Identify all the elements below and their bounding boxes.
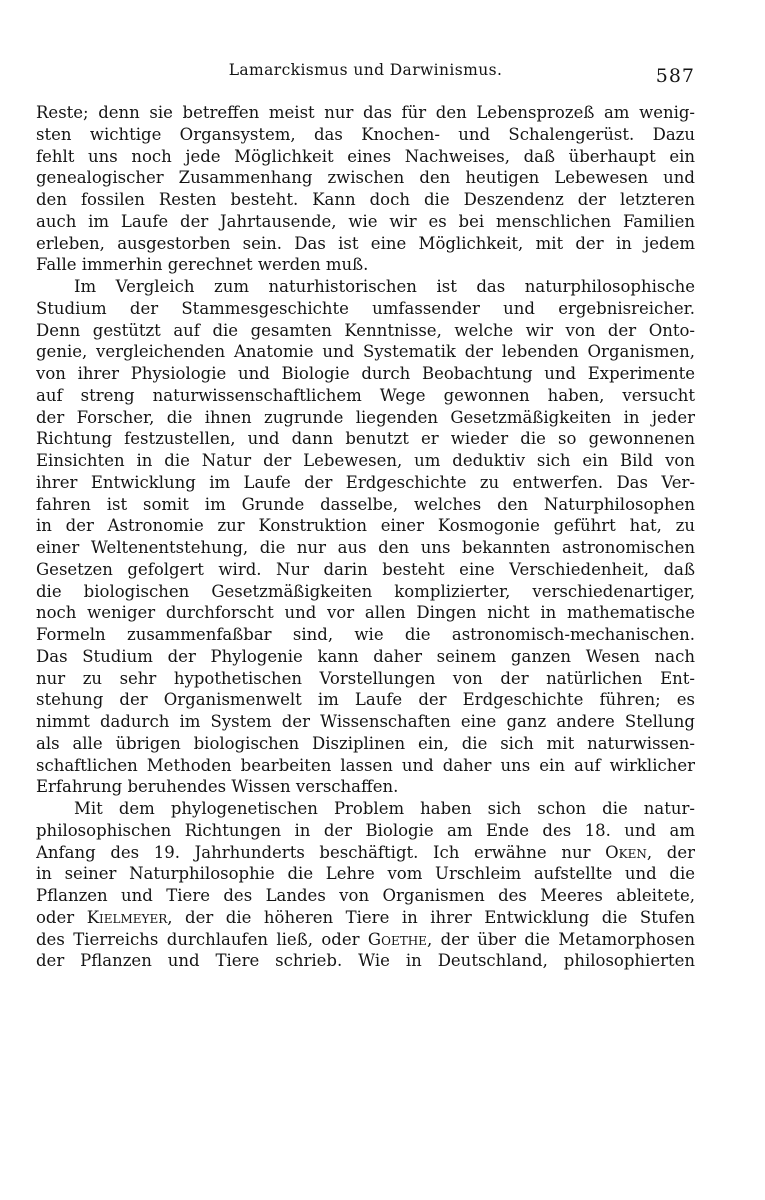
text-line: Studium der Stammesgeschichte umfassender und ergebnisreicher. — [36, 298, 695, 318]
text-line: noch weniger durchforscht und vor allen Dingen nicht in mathematische — [36, 603, 695, 623]
text-line: Im Vergleich zum naturhistorischen ist das naturphilosophische — [74, 277, 695, 296]
running-title: Lamarckismus und Darwinismus. — [228, 61, 503, 79]
text-line: sten wichtige Organsystem, das Knochen- und Schalengerüst. Dazu — [36, 124, 695, 144]
text-line: auf streng naturwissenschaftlichem Wege gewonnen haben, versucht — [36, 385, 695, 405]
person-name-kielmeyer: Kielmeyer — [86, 907, 168, 927]
text-fragment: des Tierreichs durchlaufen ließ, oder — [36, 929, 360, 949]
text-line: Richtung festzustellen, und dann benutzt er wieder die so gewonnenen — [36, 429, 695, 449]
text-line: einer Weltenentstehung, die nur aus den uns bekannten astronomischen — [36, 538, 695, 557]
person-name-goethe: Goethe — [367, 929, 427, 949]
text-line: Das Studium der Phylogenie kann daher seinem ganzen Wesen nach — [36, 646, 695, 666]
text-line: der Forscher, die ihnen zugrunde liegenden Gesetzmäßigkeiten in jeder — [36, 407, 695, 427]
text-line: Formeln zusammenfaßbar sind, wie die astronomisch-mechanischen. — [36, 625, 695, 644]
text-line: den fossilen Resten besteht. Kann doch die Deszendenz der letzteren — [36, 190, 695, 209]
text-line: Mit dem phylogenetischen Problem haben sich schon die natur- — [74, 799, 695, 818]
text-line: nur zu sehr hypothetischen Vorstellungen von der natürlichen Ent- — [36, 668, 695, 688]
text-line — [36, 907, 695, 929]
text-line: fehlt uns noch jede Möglichkeit eines Nachweises, daß überhaupt ein — [36, 146, 695, 166]
text-line: als alle übrigen biologischen Disziplinen ein, die sich mit naturwissen- — [36, 733, 695, 753]
paragraph-1 — [36, 102, 695, 276]
page-number: 587 — [655, 65, 695, 87]
text-line: Erfahrung beruhendes Wissen verschaffen. — [36, 777, 399, 797]
text-line: der Pflanzen und Tiere schrieb. Wie in Deutschland, philosophierten — [36, 951, 695, 971]
text-line: genie, vergleichenden Anatomie und Systematik der lebenden Organismen, — [36, 342, 695, 362]
person-name-oken: Oken — [605, 842, 647, 862]
text-fragment: , der — [646, 842, 695, 862]
text-fragment: , der über die Metamorphosen — [426, 929, 695, 949]
text-line: die biologischen Gesetzmäßigkeiten komplizierter, verschiedenartiger, — [36, 581, 695, 601]
text-line: philosophischen Richtungen in der Biologie am Ende des 18. und am — [36, 820, 695, 840]
text-line: genealogischer Zusammenhang zwischen den heutigen Lebewesen und — [36, 168, 695, 188]
text-line: Gesetzen gefolgert wird. Nur darin besteht eine Verschiedenheit, daß — [36, 559, 695, 579]
text-fragment: , der die höheren Tiere in ihrer Entwicklung die Stufen — [167, 907, 695, 927]
text-line: in seiner Naturphilosophie die Lehre vom Urschleim aufstellte und die — [36, 864, 695, 884]
text-line: Reste; denn sie betreffen meist nur das für den Lebensprozeß am wenig- — [36, 103, 695, 122]
text-line: Pflanzen und Tiere des Landes von Organismen des Meeres ableitete, — [36, 886, 695, 905]
text-line: Denn gestützt auf die gesamten Kenntnisse, welche wir von der Onto- — [36, 320, 695, 340]
running-head — [36, 61, 695, 85]
text-line: in der Astronomie zur Konstruktion einer Kosmogonie geführt hat, zu — [36, 516, 695, 536]
text-line: Falle immerhin gerechnet werden muß. — [36, 255, 369, 275]
text-line — [36, 929, 695, 951]
text-line: erleben, ausgestorben sein. Das ist eine Möglichkeit, mit der in jedem — [36, 233, 695, 253]
paragraph-2 — [36, 276, 695, 798]
text-line: schaftlichen Methoden bearbeiten lassen und daher uns ein auf wirklicher — [36, 755, 695, 775]
text-line: ihrer Entwicklung im Laufe der Erdgeschichte zu entwerfen. Das Ver- — [36, 472, 695, 492]
text-line: fahren ist somit im Grunde dasselbe, welches den Naturphilosophen — [36, 494, 695, 514]
paragraph-3 — [36, 798, 695, 972]
text-line: auch im Laufe der Jahrtausende, wie wir es bei menschlichen Familien — [36, 211, 695, 231]
text-fragment: oder — [36, 907, 75, 927]
text-line: stehung der Organismenwelt im Laufe der Erdgeschichte führen; es — [36, 690, 695, 710]
text-fragment: Anfang des 19. Jahrhunderts beschäftigt. Ich erwähne nur — [36, 842, 591, 862]
text-line: von ihrer Physiologie und Biologie durch Beobachtung und Experimente — [36, 364, 695, 383]
body-text — [36, 102, 695, 972]
text-line — [36, 842, 695, 864]
text-line: Einsichten in die Natur der Lebewesen, um deduktiv sich ein Bild von — [36, 451, 695, 470]
text-line: nimmt dadurch im System der Wissenschaften eine ganz andere Stellung — [36, 712, 695, 731]
